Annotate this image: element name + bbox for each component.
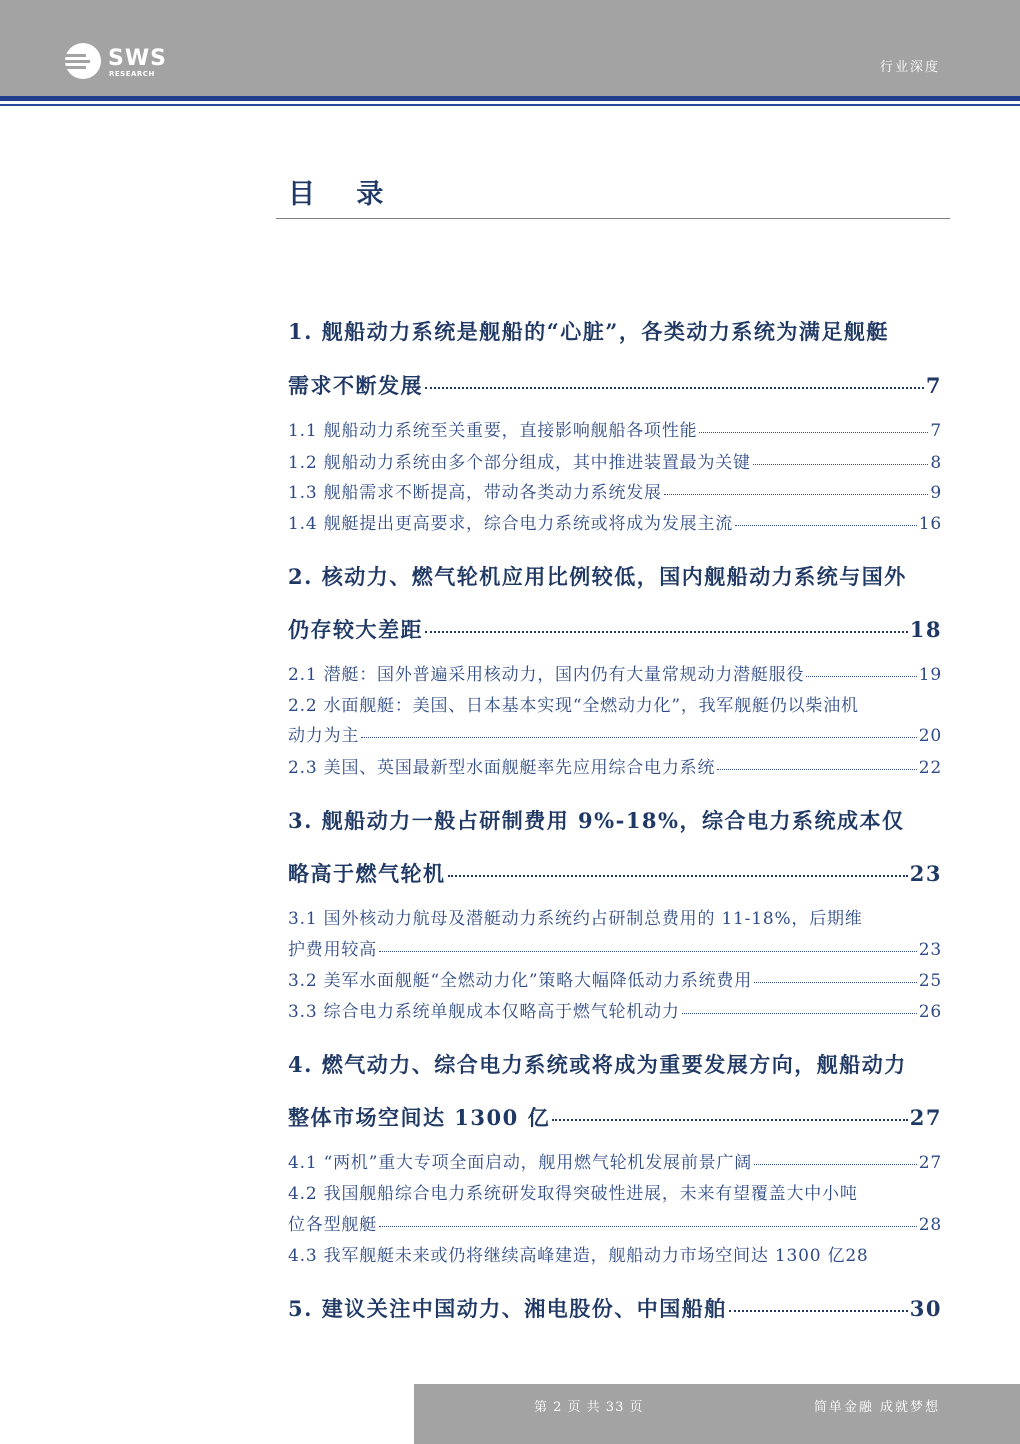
toc-entry-text: 动力为主	[288, 726, 360, 746]
toc-entry-text: 3. 舰船动力一般占研制费用 9%-18%，综合电力系统成本仅	[288, 808, 905, 833]
toc-entry-text: 1.1 舰船动力系统至关重要，直接影响舰船各项性能	[288, 421, 698, 441]
toc-entry[interactable]	[288, 1102, 942, 1132]
toc-entry[interactable]	[288, 478, 942, 503]
dot-leader	[664, 494, 929, 495]
toc-entry[interactable]	[288, 660, 942, 685]
toc-entry-text: 4. 燃气动力、综合电力系统或将成为重要发展方向，舰船动力	[288, 1052, 907, 1077]
footer-slogan: 简单金融 成就梦想	[813, 1400, 940, 1415]
toc-page-number: 23	[909, 861, 942, 886]
dot-leader	[753, 464, 929, 465]
toc-entry[interactable]	[288, 614, 942, 644]
toc-entry[interactable]	[288, 1049, 942, 1079]
toc-entry-text: 需求不断发展	[288, 373, 423, 398]
report-type-label: 行业深度	[879, 60, 940, 75]
toc-entry-text: 1.4 舰艇提出更高要求，综合电力系统或将成为发展主流	[288, 514, 734, 534]
toc-entry-text: 4.1 “两机”重大专项全面启动，舰用燃气轮机发展前景广阔	[288, 1153, 753, 1173]
toc-page-number: 28	[918, 1215, 942, 1235]
toc-entry[interactable]	[288, 416, 942, 441]
toc-entry-text: 3.1 国外核动力航母及潜艇动力系统约占研制总费用的 11-18%，后期维	[288, 909, 863, 929]
toc-entry-text: 1.3 舰船需求不断提高，带动各类动力系统发展	[288, 483, 662, 503]
toc-page-number: 26	[918, 1002, 942, 1022]
header-rule-thin	[0, 104, 1020, 106]
toc-entry[interactable]	[288, 997, 942, 1022]
toc-page-number: 27	[918, 1153, 942, 1173]
toc-entry-text: 2.2 水面舰艇：美国、日本基本实现“全燃动力化”，我军舰艇仍以柴油机	[288, 696, 859, 716]
toc-entry-text: 4.3 我军舰艇未来或仍将继续高峰建造，舰船动力市场空间达 1300 亿	[288, 1246, 846, 1266]
sws-logo-icon	[64, 42, 102, 80]
toc-page-number: 9	[930, 483, 942, 503]
dot-leader	[361, 737, 917, 738]
toc-entry[interactable]	[288, 966, 942, 991]
toc-entry-text: 3.3 综合电力系统单舰成本仅略高于燃气轮机动力	[288, 1002, 680, 1022]
toc-title: 目 录	[288, 179, 400, 210]
toc-entry-text: 1.2 舰船动力系统由多个部分组成，其中推进装置最为关键	[288, 453, 751, 473]
toc-entry-text: 整体市场空间达 1300 亿	[288, 1105, 551, 1130]
toc-entry[interactable]	[288, 691, 942, 716]
page-footer	[414, 1384, 1020, 1444]
toc-entry[interactable]	[288, 1210, 942, 1235]
dot-leader	[425, 631, 908, 633]
toc-entry-text: 4.2 我国舰船综合电力系统研发取得突破性进展，未来有望覆盖大中小吨	[288, 1184, 858, 1204]
dot-leader	[425, 387, 924, 389]
toc-page-number: 18	[909, 617, 942, 642]
toc-entry-text: 略高于燃气轮机	[288, 861, 446, 886]
toc-page-number: 30	[909, 1296, 942, 1321]
toc-entry-text: 2.3 美国、英国最新型水面舰艇率先应用综合电力系统	[288, 758, 716, 778]
toc-page-number: 28	[845, 1246, 869, 1266]
toc-page-number: 27	[909, 1105, 942, 1130]
toc-entry[interactable]	[288, 935, 942, 960]
dot-leader	[552, 1119, 908, 1121]
toc-page-number: 16	[918, 514, 942, 534]
page-header	[0, 0, 1020, 96]
logo-text: SWS	[108, 46, 167, 71]
toc-page-number: 23	[918, 940, 942, 960]
toc-entry-text: 5. 建议关注中国动力、湘电股份、中国船舶	[288, 1296, 727, 1321]
dot-leader	[699, 432, 928, 433]
toc-entry[interactable]	[288, 370, 942, 400]
sws-logo	[64, 40, 204, 82]
dot-leader	[806, 676, 917, 677]
toc-entry[interactable]	[288, 805, 942, 835]
toc-entry-text: 2. 核动力、燃气轮机应用比例较低，国内舰船动力系统与国外	[288, 564, 907, 589]
title-divider	[276, 218, 950, 219]
dot-leader	[379, 951, 917, 952]
toc-entry[interactable]	[288, 561, 942, 591]
toc-entry-text: 仍存较大差距	[288, 617, 423, 642]
dot-leader	[448, 875, 908, 877]
toc-entry[interactable]	[288, 1179, 942, 1204]
dot-leader	[682, 1013, 917, 1014]
toc-entry-text: 位各型舰艇	[288, 1215, 377, 1235]
dot-leader	[754, 982, 917, 983]
toc-page-number: 8	[930, 453, 942, 473]
toc-entry[interactable]	[288, 448, 942, 473]
toc-entry[interactable]	[288, 858, 942, 888]
toc-entry-text: 2.1 潜艇：国外普遍采用核动力，国内仍有大量常规动力潜艇服役	[288, 665, 805, 685]
toc-entry[interactable]	[288, 721, 942, 746]
logo-subtext: RESEARCH	[109, 70, 155, 78]
toc-page-number: 7	[925, 373, 942, 398]
toc-page-number: 19	[918, 665, 942, 685]
page-indicator: 第 2 页 共 33 页	[534, 1400, 644, 1415]
toc-page-number: 22	[918, 758, 942, 778]
toc-entry[interactable]	[288, 753, 942, 778]
dot-leader	[379, 1226, 917, 1227]
toc-entry[interactable]	[288, 316, 942, 346]
dot-leader	[735, 525, 917, 526]
toc-page-number: 7	[930, 421, 942, 441]
toc-entry[interactable]	[288, 904, 942, 929]
toc-entry-text: 护费用较高	[288, 940, 377, 960]
dot-leader	[754, 1164, 917, 1165]
toc-entry[interactable]	[288, 1293, 942, 1323]
toc-entry[interactable]	[288, 1148, 942, 1173]
dot-leader	[729, 1310, 908, 1312]
toc-entry-text: 3.2 美军水面舰艇“全燃动力化”策略大幅降低动力系统费用	[288, 971, 753, 991]
toc-entry[interactable]	[288, 1241, 942, 1266]
dot-leader	[717, 769, 917, 770]
toc-page-number: 25	[918, 971, 942, 991]
toc-entry-text: 1. 舰船动力系统是舰船的“心脏”，各类动力系统为满足舰艇	[288, 319, 889, 344]
toc-page-number: 20	[918, 726, 942, 746]
toc-entry[interactable]	[288, 509, 942, 534]
header-rule-thick	[0, 96, 1020, 101]
